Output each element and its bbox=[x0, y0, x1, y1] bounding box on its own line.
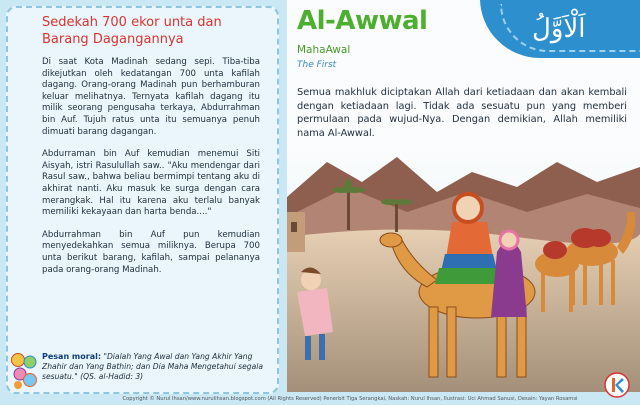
story-title: Sedekah 700 ekor unta dan Barang Dagangannya bbox=[42, 15, 222, 47]
story-paragraph-1: Di saat Kota Madinah sedang sepi. Tiba-tiba dikejutkan oleh kedatangan 700 unta kafilah dagang. Orang-orang Madinah pun berhamburan keluar melihatnya. Ternyata kafilah dagang itu milik seorang pengusaha terkaya, Abdurrahman bin Auf. Tujuh ratus unta itu semuanya penuh dimuati barang dagangan. bbox=[42, 57, 260, 137]
moral-text: "Dialah Yang Awal dan Yang Akhir Yang Zhahir dan Yang Bathin; dan Dia Maha Mengetahui segala sesuatu." (QS. al-Hadid: 3) bbox=[42, 352, 264, 381]
story-paragraph-2: Abdurraman bin Auf kemudian menemui Siti Aisyah, istri Rasulullah saw.. "Aku mendengar dari Rasul saw., bahwa beliau bermimpi tentang aku di akhirat nanti. Aku masuk ke surga dengan cara merangkak. Hal itu karena aku terlalu banyak memiliki kekayaan dan harta benda...." bbox=[42, 149, 260, 218]
story-body bbox=[42, 57, 260, 287]
arabic-name: اَلْاَوَّلُ bbox=[532, 14, 586, 44]
publisher-logo-icon bbox=[604, 372, 630, 398]
moral-label: Pesan moral: bbox=[42, 352, 102, 361]
sticker-badges-icon bbox=[10, 352, 38, 390]
story-paragraph-3: Abdurrahman bin Auf pun kemudian menyedekahkan semua miliknya. Berupa 700 unta berikut barang, kafilah, sampai pelananya pada orang-orang Madinah. bbox=[42, 229, 260, 275]
name-meaning: MahaAwal bbox=[297, 44, 351, 56]
name-description: Semua makhluk diciptakan Allah dari ketiadaan dan akan kembali dengan ketiadaan lagi. Tidak ada sesuatu pun yang memberi permulaan pada wujud-Nya. Dengan demikian, Allah memiliki nama Al-Awwal. bbox=[297, 87, 627, 139]
name-english: The First bbox=[297, 60, 337, 70]
moral-message bbox=[42, 352, 264, 382]
name-panel bbox=[287, 0, 640, 392]
copyright-footer: Copyright © Nurul Ihsan/www.nurulihsan.blogspot.com (All Rights Reserved) Penerbit Tiga Serangkai, Naskah: Nurul Ihsan, Ilustrasi: Uci Ahmad Sanusi, Desain: Yayan Rosamsi bbox=[122, 396, 578, 402]
caravan-illustration bbox=[287, 142, 640, 392]
asmaul-husna-name: Al-Awwal bbox=[297, 6, 428, 36]
